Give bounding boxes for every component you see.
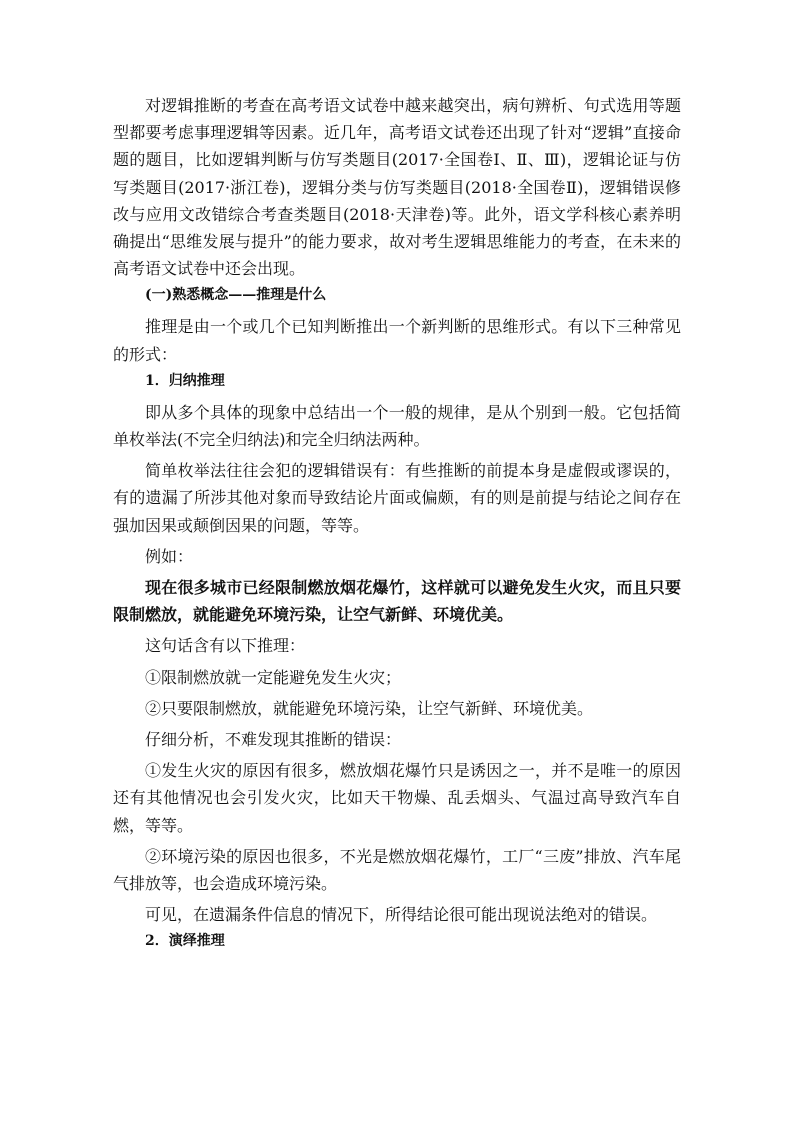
implication-2: ②只要限制燃放，就能避免环境污染，让空气新鲜、环境优美。 [145, 698, 594, 718]
implication-label: 这句话含有以下推理： [145, 636, 306, 656]
implication-1: ①限制燃放就一定能避免发生火灾； [145, 667, 402, 687]
item2-title: 2．演绎推理 [145, 933, 225, 950]
item1-errors-paragraph: 简单枚举法往往会犯的逻辑错误有：有些推断的前提本身是虚假或谬误的，有的遗漏了所涉其他对象而导致结论片面或偏颇，有的则是前提与结论之间存在强加因果或颠倒因果的问题，等等。 [113, 461, 681, 535]
analysis-1: ①发生火灾的原因有很多，燃放烟花爆竹只是诱因之一，并不是唯一的原因还有其他情况也会引发火灾，比如天干物燥、乱丢烟头、气温过高导致汽车自燃，等等。 [113, 761, 681, 835]
definition-paragraph: 推理是由一个或几个已知判断推出一个新判断的思维形式。有以下三种常见的形式： [113, 317, 681, 364]
example-label: 例如： [145, 546, 194, 566]
intro-paragraph: 对逻辑推断的考查在高考语文试卷中越来越突出，病句辨析、句式选用等题型都要考虑事理逻辑等因素。近几年，高考语文试卷还出现了针对“逻辑”直接命题的题目，比如逻辑判断与仿写类题目(2017·全国卷Ⅰ、Ⅱ、Ⅲ)，逻辑论证与仿写类题目(2017·浙江卷)，逻辑分类与仿写类题目(2018·全国卷Ⅱ)，逻辑错误修改与应用文改错综合考查类题目(2018·天津卷)等。此外，语文学科核心素养明确提出“思维发展与提升”的能力要求，故对考生逻辑思维能力的考查，在未来的高考语文试卷中还会出现。 [113, 96, 681, 279]
item1-description: 即从多个具体的现象中总结出一个一般的规律，是从个别到一般。它包括简单枚举法(不完全归纳法)和完全归纳法两种。 [113, 402, 681, 450]
document-page [113, 92, 681, 955]
analysis-label: 仔细分析，不难发现其推断的错误： [145, 730, 402, 750]
section-title: (一)熟悉概念——推理是什么 [145, 287, 327, 304]
example-text: 现在很多城市已经限制燃放烟花爆竹，这样就可以避免发生火灾，而且只要限制燃放，就能避免环境污染，让空气新鲜、环境优美。 [113, 578, 681, 625]
conclusion-paragraph: 可见，在遗漏条件信息的情况下，所得结论很可能出现说法绝对的错误。 [145, 905, 658, 925]
analysis-2: ②环境污染的原因也很多，不光是燃放烟花爆竹，工厂“三废”排放、汽车尾气排放等，也会造成环境污染。 [113, 846, 681, 894]
item1-title: 1．归纳推理 [145, 372, 225, 389]
